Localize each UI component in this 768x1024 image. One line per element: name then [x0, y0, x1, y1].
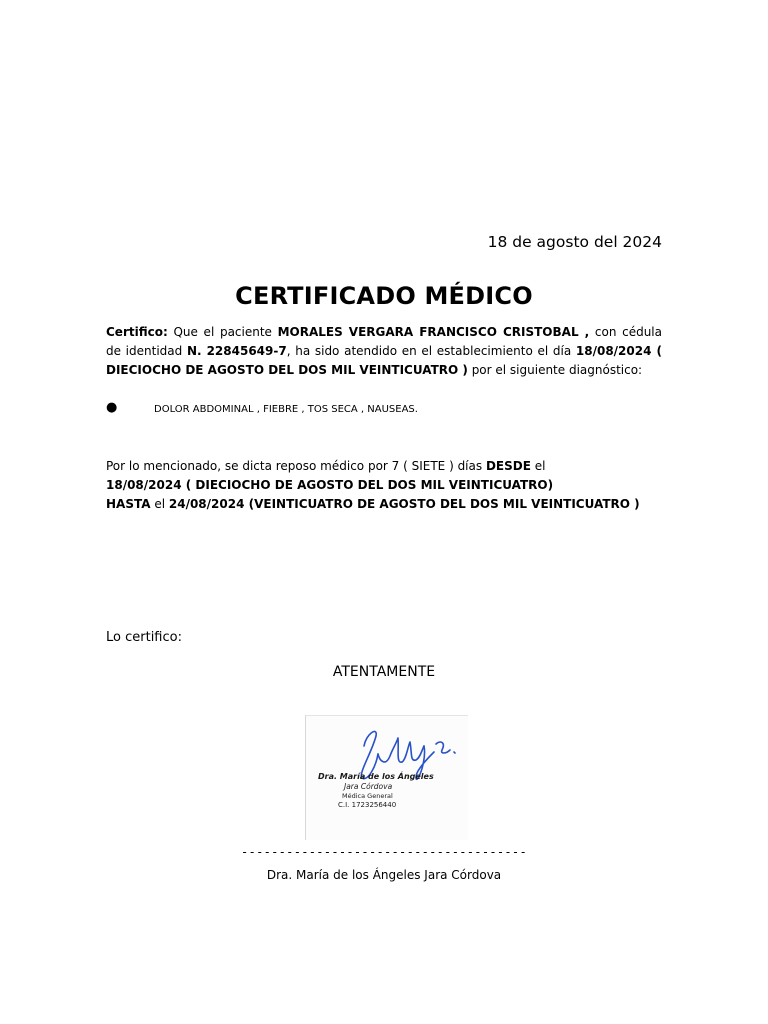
certify-text-3: , ha sido atendido en el establecimiento el día [286, 344, 576, 358]
rest-line-2 [106, 476, 706, 495]
patient-name: MORALES VERGARA FRANCISCO CRISTOBAL , [277, 325, 590, 339]
hasta-label: HASTA [106, 497, 151, 511]
certify-text-1: Que el paciente [167, 325, 278, 339]
stamp-line-2: Jara Córdova [344, 782, 393, 791]
rest-line-1 [106, 457, 706, 476]
certify-label: Certifico: [106, 325, 168, 339]
rest-text-3: el [150, 497, 169, 511]
doctor-name: Dra. María de los Ángeles Jara Córdova [266, 868, 502, 882]
rest-from-date: 18/08/2024 ( DIECIOCHO DE AGOSTO DEL DOS MIL VEINTICUATRO) [106, 478, 554, 492]
page-title: CERTIFICADO MÉDICO [235, 282, 533, 310]
desde-label: DESDE [485, 459, 531, 473]
closing-text: Lo certifico: [106, 630, 182, 645]
rest-text-2: el [530, 459, 546, 473]
rest-to-date: 24/08/2024 (VEINTICUATRO DE AGOSTO DEL DOS MIL VEINTICUATRO ) [168, 497, 640, 511]
stamp-line-1: Dra. María de los Ángeles [318, 772, 434, 781]
date-line: 18 de agosto del 2024 [487, 233, 662, 251]
rest-paragraph [106, 457, 706, 514]
certification-paragraph [106, 323, 662, 380]
signature-line: -------------------------------------- [241, 845, 527, 859]
stamp-line-3: Médica General [342, 792, 393, 800]
bullet-icon: ● [106, 400, 118, 415]
visit-date: 18/08/2024 ( DIECIOCHO DE AGOSTO DEL DOS MIL VEINTICUATRO ) [106, 344, 662, 377]
rest-line-3 [106, 495, 706, 514]
certify-text-2: con cédula de identidad [106, 325, 662, 358]
rest-text-1: Por lo mencionado, se dicta reposo médico por 7 ( SIETE ) días [106, 459, 486, 473]
signature-stamp-graphic [306, 716, 468, 840]
sign-off: ATENTAMENTE [332, 664, 436, 680]
diagnosis-item: DOLOR ABDOMINAL , FIEBRE , TOS SECA , NAUSEAS. [154, 404, 418, 415]
stamp-line-4: C.I. 1723256440 [338, 801, 397, 809]
patient-id: N. 22845649-7 [186, 344, 287, 358]
signature-image [305, 715, 468, 840]
certify-text-4: por el siguiente diagnóstico: [467, 363, 643, 377]
